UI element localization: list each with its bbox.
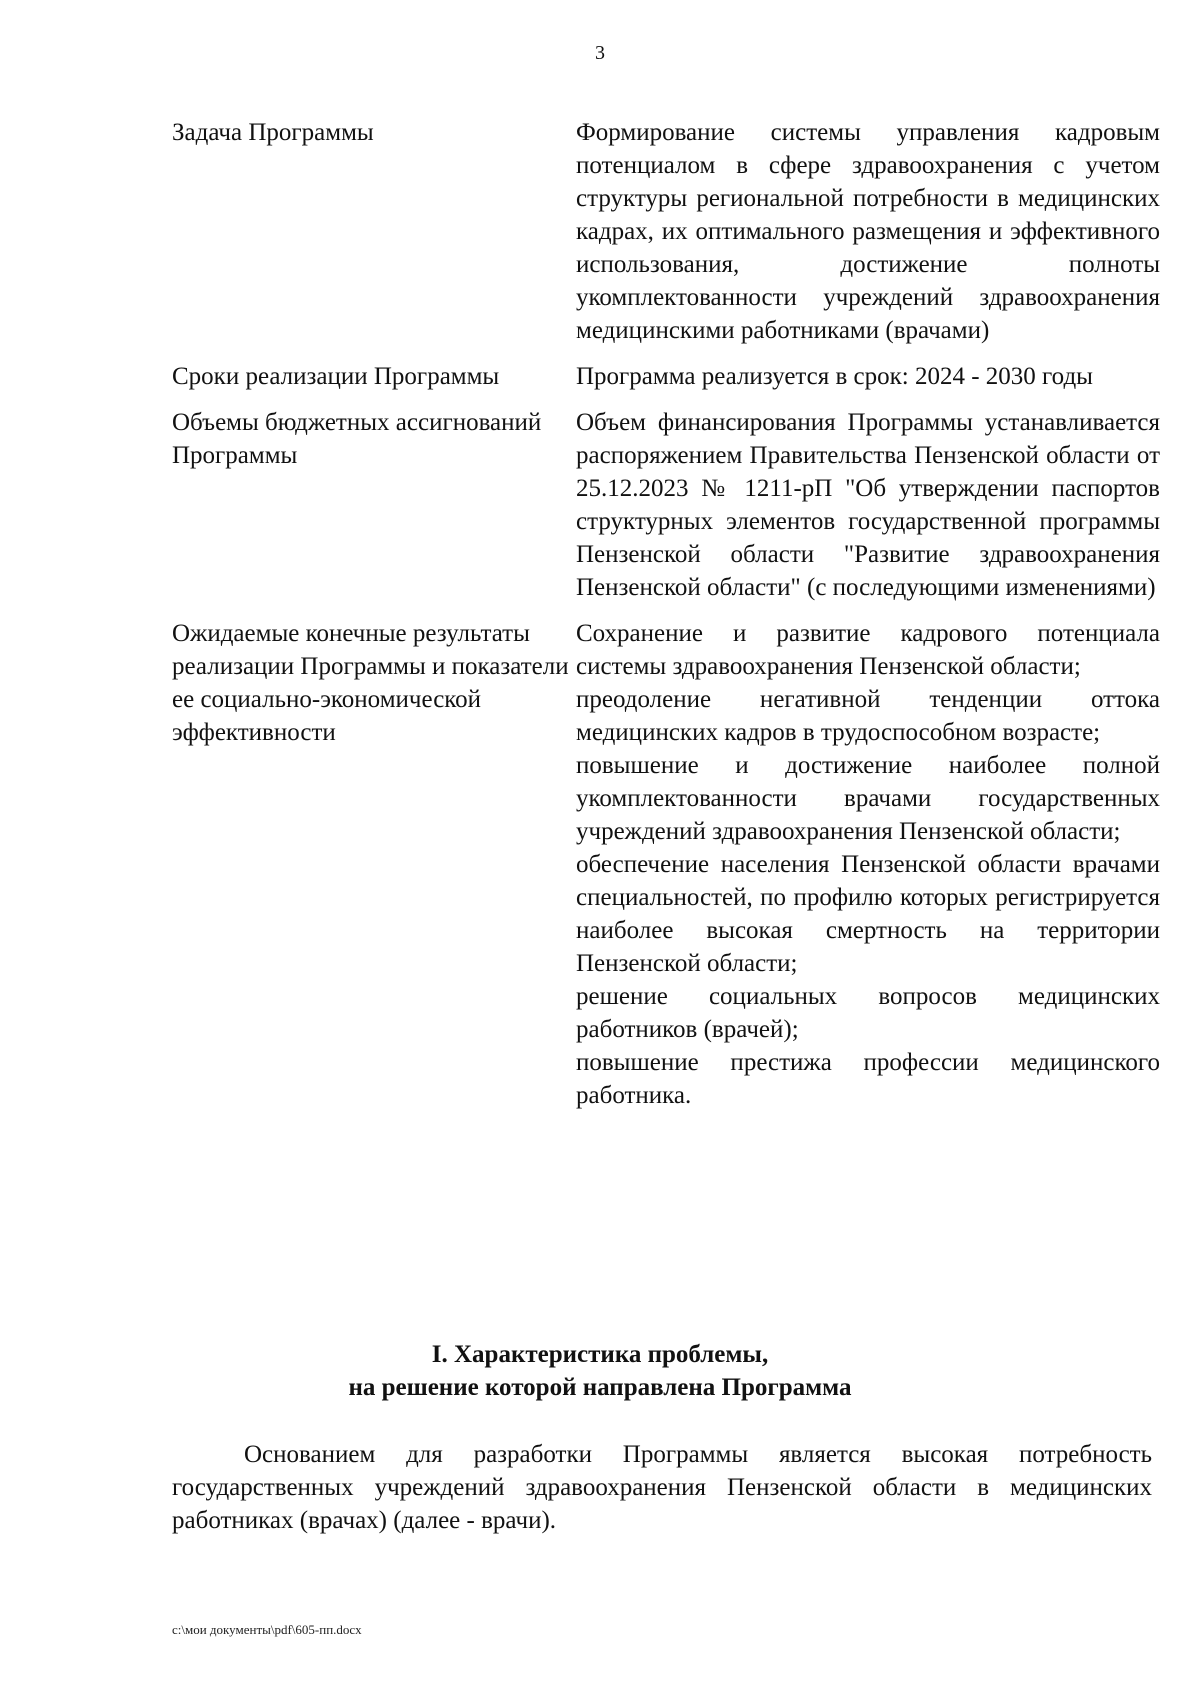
section-title-line: I. Характеристика проблемы, — [431, 1341, 769, 1368]
passport-row-label: Объемы бюджетных ассигнований Программы — [172, 409, 542, 469]
passport-row-value — [576, 617, 1160, 1112]
page-number: 3 — [595, 42, 605, 64]
passport-row-budget — [172, 406, 1166, 604]
passport-value-paragraph: повышение престижа профессии медицинского работника. — [576, 1049, 1160, 1109]
passport-row-results — [172, 617, 1166, 1112]
body-paragraph: Основанием для разработки Программы является высокая потребность государственных учреждений здравоохранения Пензенской области в медицинских работниках (врачах) (далее - врачи). — [172, 1441, 1152, 1534]
passport-row-value — [576, 360, 1160, 393]
passport-value-paragraph: преодоление негативной тенденции оттока медицинских кадров в трудоспособном возрасте; — [576, 686, 1160, 746]
passport-value-paragraph: Формирование системы управления кадровым потенциалом в сфере здравоохранения с учетом структуры региональной потребности в медицинских кадрах, их оптимального размещения и эффективного использования, достижение полноты укомплектованности учреждений здравоохранения медицинскими работниками (врачами) — [576, 119, 1160, 344]
passport-value-paragraph: повышение и достижение наиболее полной укомплектованности врачами государственных учреждений здравоохранения Пензенской области; — [576, 752, 1160, 845]
passport-row-label: Задача Программы — [172, 119, 374, 146]
passport-row-label: Ожидаемые конечные результаты реализации Программы и показатели ее социально-экономической эффективности — [172, 620, 569, 746]
passport-row-label: Сроки реализации Программы — [172, 363, 500, 390]
program-passport-table — [172, 116, 1166, 1125]
footer-file-path: c:\мои документы\pdf\605-пп.docx — [172, 1622, 362, 1637]
passport-value-paragraph: Сохранение и развитие кадрового потенциала системы здравоохранения Пензенской области; — [576, 620, 1160, 680]
passport-row-value — [576, 406, 1160, 604]
passport-value-paragraph: Объем финансирования Программы устанавливается распоряжением Правительства Пензенской области от 25.12.2023 № 1211-рП "Об утверждении паспортов структурных элементов государственной программы Пензенской области "Развитие здравоохранения Пензенской области" (с последующими изменениями) — [576, 409, 1160, 601]
passport-value-paragraph: Программа реализуется в срок: 2024 - 2030 годы — [576, 363, 1093, 390]
passport-value-paragraph: решение социальных вопросов медицинских работников (врачей); — [576, 983, 1160, 1043]
passport-value-paragraph: обеспечение населения Пензенской области врачами специальностей, по профилю которых регистрируется наиболее высокая смертность на территории Пензенской области; — [576, 851, 1160, 977]
passport-row-value — [576, 116, 1160, 347]
section-title-line: на решение которой направлена Программа — [348, 1374, 852, 1401]
passport-row-task — [172, 116, 1166, 347]
section-title — [0, 1338, 1200, 1404]
passport-row-terms — [172, 360, 1166, 393]
